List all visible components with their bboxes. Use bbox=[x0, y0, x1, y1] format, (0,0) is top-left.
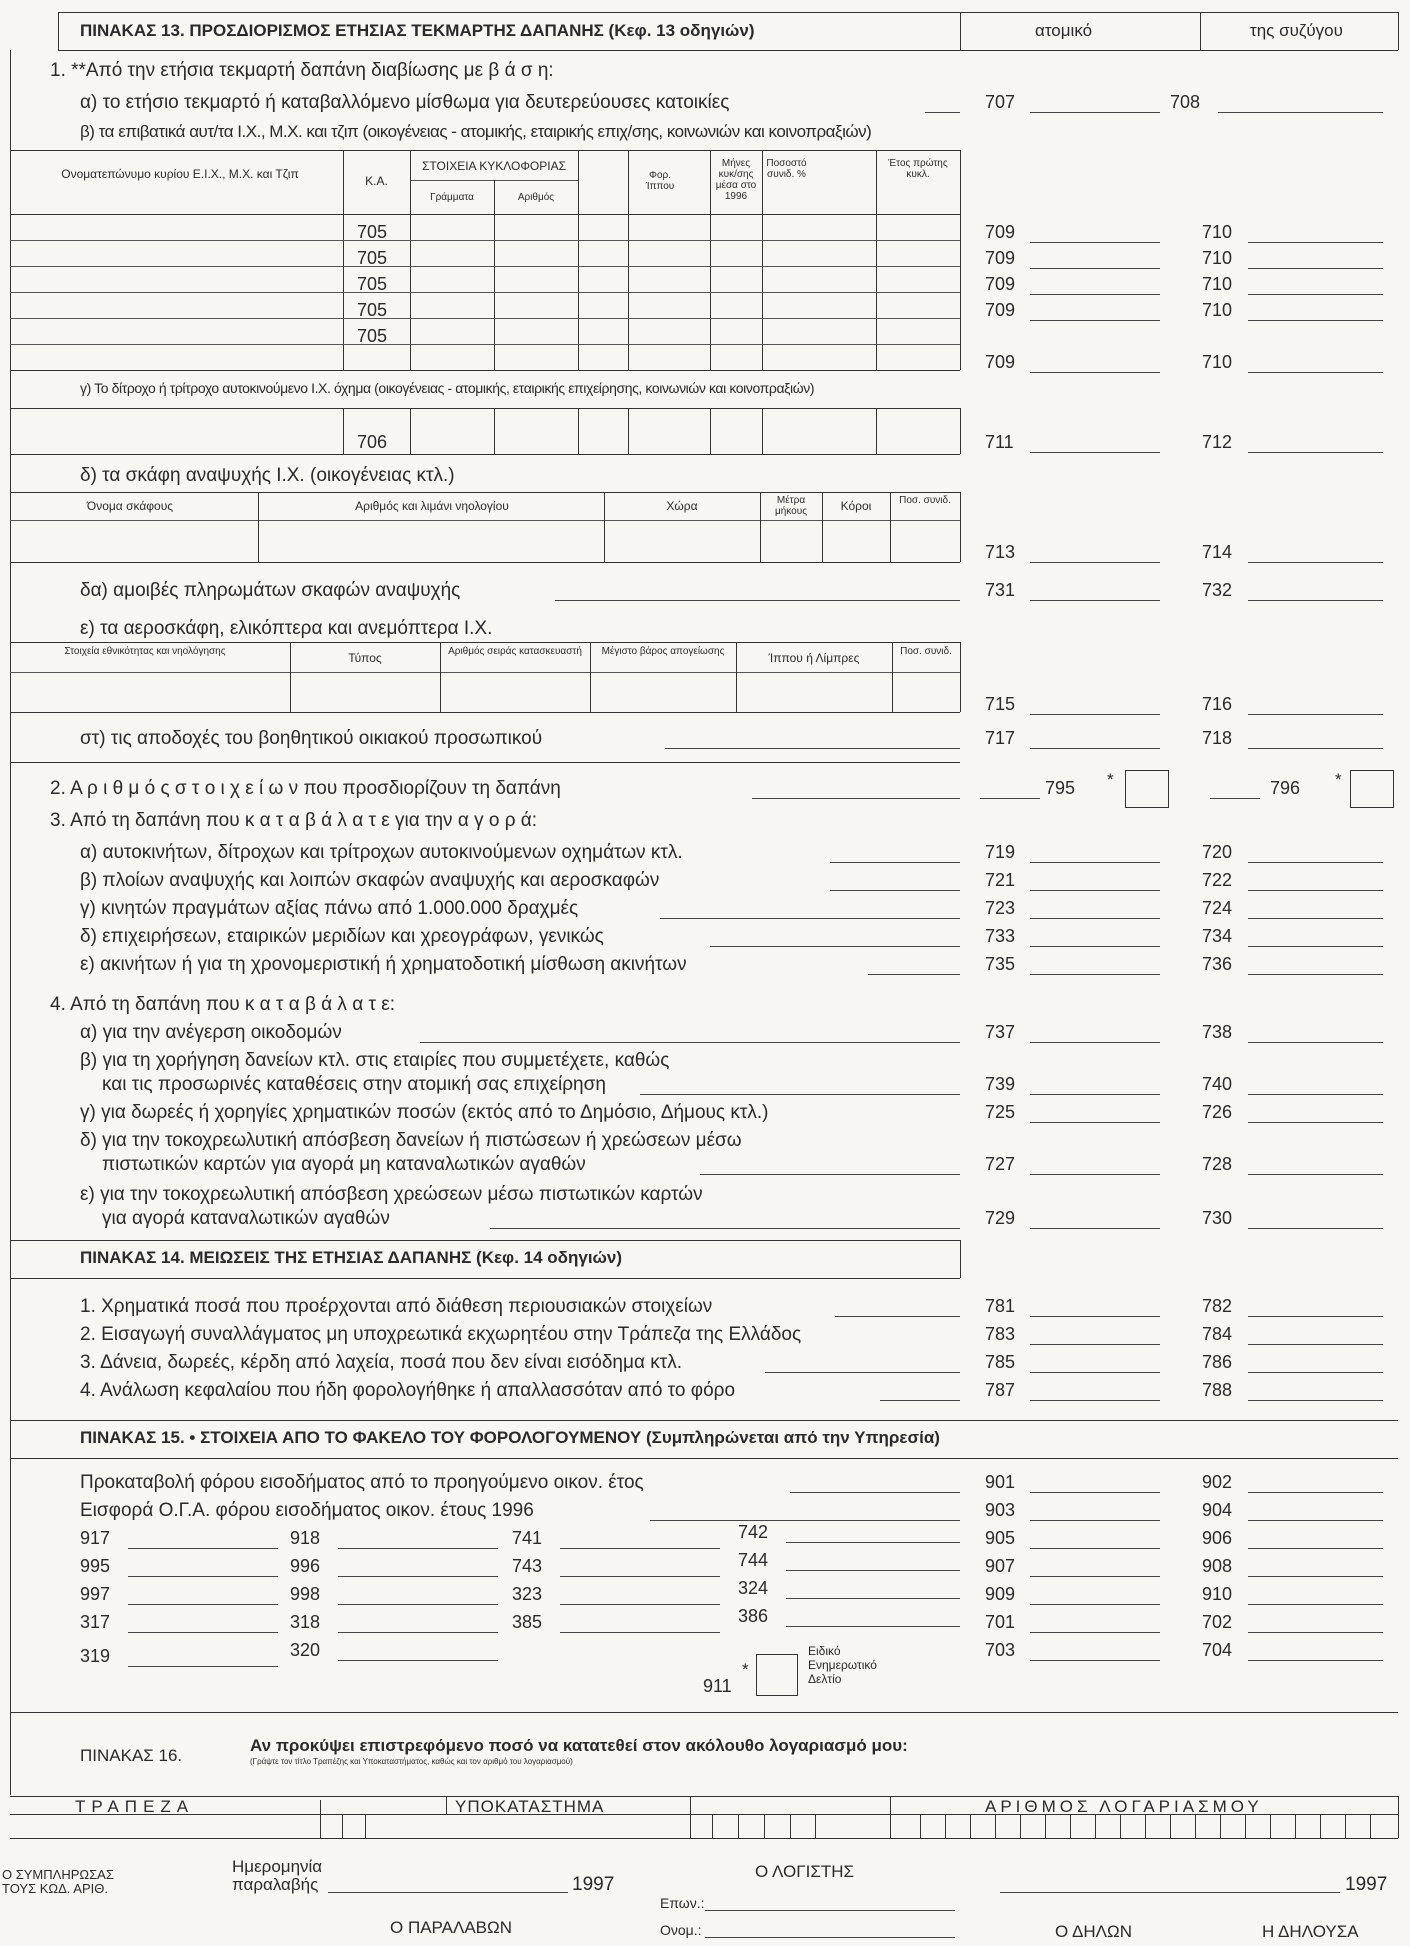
grid-code: 906 bbox=[1202, 1528, 1233, 1548]
section3-row-label: δ) επιχειρήσεων, εταιρικών μεριδίων και χρεογράφων, γενικώς bbox=[80, 926, 604, 947]
code-734: 734 bbox=[1202, 926, 1233, 946]
field-718[interactable] bbox=[1248, 748, 1383, 749]
vehicle-row-ka: 705 bbox=[357, 274, 388, 294]
grid-code: 323 bbox=[512, 1584, 543, 1604]
field-731[interactable] bbox=[1030, 600, 1160, 601]
code-781: 781 bbox=[985, 1296, 1016, 1316]
grid-field[interactable] bbox=[338, 1604, 498, 1605]
section4-heading: 4. Από τη δαπάνη που κ α τ α β ά λ α τ ε: bbox=[50, 994, 395, 1015]
grid-field[interactable] bbox=[338, 1660, 498, 1661]
grid-code: 319 bbox=[80, 1646, 111, 1666]
section4d-label-1: δ) για την τοκοχρεωλυτική απόσβεση δανείων ή πιστώσεων ή χρεώσεων μέσω bbox=[80, 1130, 742, 1151]
code-903: 903 bbox=[985, 1500, 1016, 1520]
code-vehicle-1: 709 bbox=[985, 222, 1016, 242]
code-911: 911 bbox=[703, 1676, 732, 1696]
section1da-label: δα) αμοιβές πληρωμάτων σκαφών αναψυχής bbox=[80, 580, 461, 601]
code-727: 727 bbox=[985, 1154, 1016, 1174]
col-horsepower: Φορ. Ίππου bbox=[645, 170, 675, 192]
table13-title: ΠΙΝΑΚΑΣ 13. ΠΡΟΣΔΙΟΡΙΣΜΟΣ ΕΤΗΣΙΑΣ ΤΕΚΜΑΡΤΗΣ ΔΑΠΑΝΗΣ (Κεφ. 13 οδηγιών) bbox=[80, 21, 755, 40]
code-730: 730 bbox=[1202, 1208, 1233, 1228]
receipt-date-label: Ημερομηνία παραλαβής bbox=[232, 1857, 323, 1894]
grid-field[interactable] bbox=[560, 1548, 720, 1549]
grid-field[interactable] bbox=[560, 1632, 720, 1633]
col-air-share: Ποσ. συνιδ. bbox=[900, 646, 952, 657]
grid-field[interactable] bbox=[338, 1576, 498, 1577]
field-732[interactable] bbox=[1248, 600, 1383, 601]
code-vehicle-4-spouse: 710 bbox=[1202, 300, 1233, 320]
section1a-label: α) το ετήσιο τεκμαρτό ή καταβαλλόμενο μίσθωμα για δευτερεύουσες κατοικίες bbox=[80, 92, 730, 113]
section1g-label: γ) Το δίτροχο ή τρίτροχο αυτοκινούμενο Ι.Χ. όχημα (οικογένειας - ατομικής, εταιρικής επιχείρησης, κοινωνιών και κοινοπραξιών) bbox=[80, 380, 815, 396]
section3-heading: 3. Από τη δαπάνη που κ α τ α β ά λ α τ ε για την α γ ο ρ ά: bbox=[50, 810, 538, 831]
section4b-label-2: και τις προσωρινές καταθέσεις στην ατομική σας επιχείρηση bbox=[102, 1074, 606, 1095]
table16-title: ΠΙΝΑΚΑΣ 16. bbox=[80, 1746, 183, 1765]
section3-row-label: γ) κινητών πραγμάτων αξίας πάνω από 1.000.000 δραχμές bbox=[80, 898, 579, 919]
code-904: 904 bbox=[1202, 1500, 1233, 1520]
receipt-date-field[interactable] bbox=[328, 1892, 568, 1893]
grid-code: 703 bbox=[985, 1640, 1016, 1660]
table15-title: ΠΙΝΑΚΑΣ 15. • ΣΤΟΙΧΕΙΑ ΑΠΟ ΤΟ ΦΑΚΕΛΟ ΤΟΥ ΦΟΡΟΛΟΓΟΥΜΕΝΟΥ (Συμπληρώνεται από την Υπηρεσία) bbox=[80, 1428, 940, 1447]
grid-code: 702 bbox=[1202, 1612, 1233, 1632]
field-vehicle-3-spouse[interactable] bbox=[1248, 294, 1383, 295]
code-788: 788 bbox=[1202, 1380, 1233, 1400]
section2-label: 2. Α ρ ι θ μ ό ς σ τ ο ι χ ε ί ω ν που προσδιορίζουν τη δαπάνη bbox=[50, 778, 561, 799]
col-air-nationality: Στοιχεία εθνικότητας και νηολόγησης bbox=[64, 646, 226, 657]
code-723: 723 bbox=[985, 898, 1016, 918]
code-731: 731 bbox=[985, 580, 1016, 600]
table14-row-label: 1. Χρηματικά ποσά που προέρχονται από διάθεση περιουσιακών στοιχείων bbox=[80, 1296, 713, 1317]
section4g-label: γ) για δωρεές ή χορηγίες χρηματικών ποσών (εκτός από το Δημόσιο, Δήμους κτλ.) bbox=[80, 1102, 769, 1123]
code-vehicle-2-spouse: 710 bbox=[1202, 248, 1233, 268]
motorcycle-ka: 706 bbox=[357, 432, 388, 452]
declarer-male-label: Ο ΔΗΛΩΝ bbox=[1055, 1922, 1132, 1941]
code-783: 783 bbox=[985, 1324, 1016, 1344]
section4a-label: α) για την ανέγερση οικοδομών bbox=[80, 1022, 342, 1043]
code-782: 782 bbox=[1202, 1296, 1233, 1316]
grid-field[interactable] bbox=[338, 1632, 498, 1633]
grid-field[interactable] bbox=[128, 1632, 278, 1633]
grid-field[interactable] bbox=[786, 1570, 960, 1571]
col-air-power: Ίππου ή Λίμπρες bbox=[768, 651, 860, 665]
field-724[interactable] bbox=[1248, 918, 1383, 919]
filler-label: Ο ΣΥΜΠΛΗΡΩΣΑΣ ΤΟΥΣ ΚΩΔ. ΑΡΙΘ. bbox=[2, 1867, 114, 1896]
field-vehicle-4[interactable] bbox=[1030, 320, 1160, 321]
col-boat-share: Ποσ. συνιδ. bbox=[899, 495, 951, 506]
code-785: 785 bbox=[985, 1352, 1016, 1372]
vehicle-row-ka: 705 bbox=[357, 300, 388, 320]
field-729[interactable] bbox=[1030, 1228, 1160, 1229]
col-number: Αριθμός bbox=[517, 192, 555, 203]
code-737: 737 bbox=[985, 1022, 1016, 1042]
code-714: 714 bbox=[1202, 542, 1233, 562]
grid-code: 998 bbox=[290, 1584, 321, 1604]
section3-row-label: α) αυτοκινήτων, δίτροχων και τρίτροχων αυτοκινούμενων οχημάτων κτλ. bbox=[80, 842, 683, 863]
field-728[interactable] bbox=[1248, 1174, 1383, 1175]
firstname-label: Ονομ.: bbox=[660, 1922, 702, 1938]
grid-code: 742 bbox=[738, 1522, 769, 1542]
code-739: 739 bbox=[985, 1074, 1016, 1094]
code-vehicle-4: 709 bbox=[985, 300, 1016, 320]
col-air-type: Τύπος bbox=[348, 651, 382, 665]
code-vehicle-3-spouse: 710 bbox=[1202, 274, 1233, 294]
col-letters: Γράμματα bbox=[430, 192, 474, 203]
field-735[interactable] bbox=[1030, 974, 1160, 975]
table15-row2-label: Εισφορά Ο.Γ.Α. φόρου εισοδήματος οικον. έτους 1996 bbox=[80, 1500, 534, 1521]
code-vehicle-5: 709 bbox=[985, 352, 1016, 372]
bank-label: ΤΡΑΠΕΖΑ bbox=[75, 1797, 195, 1816]
col-boat-country: Χώρα bbox=[666, 499, 698, 513]
code-795: 795 bbox=[1045, 778, 1076, 798]
grid-code: 386 bbox=[738, 1606, 769, 1626]
grid-field[interactable] bbox=[128, 1604, 278, 1605]
account-label: ΑΡΙΘΜΟΣ ΛΟΓΑΡΙΑΣΜΟΥ bbox=[985, 1797, 1263, 1816]
section3-row-label: β) πλοίων αναψυχής και λοιπών σκαφών αναψυχής και αεροσκαφών bbox=[80, 870, 660, 891]
table15-row1-label: Προκαταβολή φόρου εισοδήματος από το προηγούμενο οικον. έτος bbox=[80, 1472, 644, 1493]
field-901[interactable] bbox=[1030, 1492, 1160, 1493]
field-734[interactable] bbox=[1248, 946, 1383, 947]
field-737[interactable] bbox=[1030, 1042, 1160, 1043]
field-716[interactable] bbox=[1248, 714, 1383, 715]
field-904[interactable] bbox=[1248, 1520, 1383, 1521]
code-740: 740 bbox=[1202, 1074, 1233, 1094]
code-726: 726 bbox=[1202, 1102, 1233, 1122]
code-733: 733 bbox=[985, 926, 1016, 946]
branch-label: ΥΠΟΚΑΤΑΣΤΗΜΑ bbox=[455, 1797, 605, 1816]
grid-code: 910 bbox=[1202, 1584, 1233, 1604]
code-796: 796 bbox=[1270, 778, 1301, 798]
grid-field[interactable] bbox=[1248, 1632, 1383, 1633]
section1d-label: δ) τα σκάφη αναψυχής Ι.Χ. (οικογένειας κτλ.) bbox=[80, 465, 455, 486]
field-903[interactable] bbox=[1030, 1520, 1160, 1521]
code-901: 901 bbox=[985, 1472, 1016, 1492]
grid-code: 905 bbox=[985, 1528, 1016, 1548]
field-730[interactable] bbox=[1248, 1228, 1383, 1229]
code-729: 729 bbox=[985, 1208, 1016, 1228]
table16-text: Αν προκύψει επιστρεφόμενο ποσό να κατατεθεί στον ακόλουθο λογαριασμό μου: bbox=[250, 1736, 908, 1755]
grid-field[interactable] bbox=[1030, 1604, 1160, 1605]
box-796[interactable] bbox=[1350, 770, 1394, 808]
field-739[interactable] bbox=[1030, 1094, 1160, 1095]
code-711: 711 bbox=[985, 432, 1014, 452]
grid-code: 701 bbox=[985, 1612, 1016, 1632]
code-718: 718 bbox=[1202, 728, 1233, 748]
grid-code: 917 bbox=[80, 1528, 111, 1548]
code-720: 720 bbox=[1202, 842, 1233, 862]
code-738: 738 bbox=[1202, 1022, 1233, 1042]
field-vehicle-4-spouse[interactable] bbox=[1248, 320, 1383, 321]
section4b-label-1: β) για τη χορήγηση δανείων κτλ. στις εταιρίες που συμμετέχετε, καθώς bbox=[80, 1050, 670, 1071]
col-first-year: Έτος πρώτης κυκλ. bbox=[888, 158, 948, 180]
field-715[interactable] bbox=[1030, 714, 1160, 715]
col-boat-length: Μέτρα μήκους bbox=[774, 495, 808, 517]
code-712: 712 bbox=[1202, 432, 1233, 452]
grid-code: 324 bbox=[738, 1578, 769, 1598]
code-vehicle-3: 709 bbox=[985, 274, 1016, 294]
grid-code: 741 bbox=[512, 1528, 543, 1548]
field-vehicle-3[interactable] bbox=[1030, 294, 1160, 295]
col-percentage: Ποσοστό συνιδ. % bbox=[766, 158, 807, 180]
grid-field[interactable] bbox=[1248, 1548, 1383, 1549]
box-911[interactable] bbox=[756, 1654, 798, 1696]
grid-code: 317 bbox=[80, 1612, 111, 1632]
section1-heading: 1. **Από την ετήσια τεκμαρτή δαπάνη διαβίωσης με β ά σ η: bbox=[50, 60, 554, 81]
section1b-label: β) τα επιβατικά αυτ/τα Ι.Χ., Μ.Χ. και τζιπ (οικογένειας - ατομικής, εταιρικής επιχ/σης, κοινωνιών και κοινοπραξιών) bbox=[80, 122, 872, 141]
declaration-date-field[interactable] bbox=[1000, 1892, 1340, 1893]
grid-code: 385 bbox=[512, 1612, 543, 1632]
section1st-label: στ) τις αποδοχές του βοηθητικού οικιακού προσωπικού bbox=[80, 728, 543, 749]
grid-code: 997 bbox=[80, 1584, 111, 1604]
field-713[interactable] bbox=[1030, 562, 1160, 563]
grid-field[interactable] bbox=[560, 1576, 720, 1577]
asterisk: * bbox=[742, 1660, 749, 1679]
code-vehicle-2: 709 bbox=[985, 248, 1016, 268]
code-719: 719 bbox=[985, 842, 1016, 862]
grid-field[interactable] bbox=[786, 1598, 960, 1599]
grid-code: 908 bbox=[1202, 1556, 1233, 1576]
field-vehicle-2-spouse[interactable] bbox=[1248, 268, 1383, 269]
table14-row-label: 2. Εισαγωγή συναλλάγματος μη υποχρεωτικά εκχωρητέου στην Τράπεζα της Ελλάδος bbox=[80, 1324, 802, 1345]
grid-field[interactable] bbox=[1030, 1576, 1160, 1577]
vehicle-row-ka: 705 bbox=[357, 248, 388, 268]
field-vehicle-2[interactable] bbox=[1030, 268, 1160, 269]
grid-field[interactable] bbox=[1030, 1632, 1160, 1633]
field-784[interactable] bbox=[1248, 1344, 1383, 1345]
field-714[interactable] bbox=[1248, 562, 1383, 563]
code-784: 784 bbox=[1202, 1324, 1233, 1344]
grid-code: 995 bbox=[80, 1556, 111, 1576]
section4e-label-1: ε) για την τοκοχρεωλυτική απόσβεση χρεώσεων μέσω πιστωτικών καρτών bbox=[80, 1184, 703, 1205]
receiver-label: Ο ΠΑΡΑΛΑΒΩΝ bbox=[390, 1918, 512, 1937]
field-717[interactable] bbox=[1030, 748, 1160, 749]
grid-field[interactable] bbox=[1248, 1660, 1383, 1661]
field-783[interactable] bbox=[1030, 1344, 1160, 1345]
section4d-label-2: πιστωτικών καρτών για αγορά μη καταναλωτικών αγαθών bbox=[102, 1154, 586, 1175]
code-722: 722 bbox=[1202, 870, 1233, 890]
field-726[interactable] bbox=[1248, 1122, 1383, 1123]
code-732: 732 bbox=[1202, 580, 1233, 600]
field-720[interactable] bbox=[1248, 862, 1383, 863]
code-716: 716 bbox=[1202, 694, 1233, 714]
grid-code: 918 bbox=[290, 1528, 321, 1548]
code-715: 715 bbox=[985, 694, 1016, 714]
grid-field[interactable] bbox=[128, 1548, 278, 1549]
surname-label: Επων.: bbox=[660, 1895, 705, 1911]
field-723[interactable] bbox=[1030, 918, 1160, 919]
code-902: 902 bbox=[1202, 1472, 1233, 1492]
field-725[interactable] bbox=[1030, 1122, 1160, 1123]
grid-code: 704 bbox=[1202, 1640, 1233, 1660]
field-vehicle-5-spouse[interactable] bbox=[1248, 372, 1383, 373]
grid-code: 744 bbox=[738, 1550, 769, 1570]
field-727[interactable] bbox=[1030, 1174, 1160, 1175]
special-bulletin-label: Ειδικό Ενημερωτικό Δελτίο bbox=[808, 1644, 877, 1686]
accountant-name-field[interactable] bbox=[705, 1937, 955, 1938]
section4e-label-2: για αγορά καταναλωτικών αγαθών bbox=[102, 1208, 390, 1229]
field-vehicle-1-spouse[interactable] bbox=[1248, 242, 1383, 243]
col-air-weight: Μέγιστο βάρος απογείωσης bbox=[601, 646, 725, 657]
field-788[interactable] bbox=[1248, 1400, 1383, 1401]
section3-row-label: ε) ακινήτων ή για τη χρονομεριστική ή χρηματοδοτική μίσθωση ακινήτων bbox=[80, 954, 687, 975]
grid-code: 996 bbox=[290, 1556, 321, 1576]
field-786[interactable] bbox=[1248, 1372, 1383, 1373]
field-738[interactable] bbox=[1248, 1042, 1383, 1043]
grid-field[interactable] bbox=[560, 1604, 720, 1605]
field-721[interactable] bbox=[1030, 890, 1160, 891]
vehicle-row-ka: 705 bbox=[357, 326, 388, 346]
table14-row-label: 4. Ανάλωση κεφαλαίου που ήδη φορολογήθηκε ή απαλλασσόταν από το φόρο bbox=[80, 1380, 736, 1401]
col-ka: Κ.Α. bbox=[365, 174, 388, 188]
grid-code: 318 bbox=[290, 1612, 321, 1632]
grid-code: 907 bbox=[985, 1556, 1016, 1576]
field-vehicle-1[interactable] bbox=[1030, 242, 1160, 243]
field-902[interactable] bbox=[1248, 1492, 1383, 1493]
code-721: 721 bbox=[985, 870, 1016, 890]
grid-field[interactable] bbox=[128, 1666, 278, 1667]
grid-field[interactable] bbox=[1030, 1660, 1160, 1661]
field-711[interactable] bbox=[1030, 452, 1160, 453]
field-781[interactable] bbox=[1030, 1316, 1160, 1317]
code-713: 713 bbox=[985, 542, 1016, 562]
grid-code: 909 bbox=[985, 1584, 1016, 1604]
code-707: 707 bbox=[985, 92, 1016, 112]
field-782[interactable] bbox=[1248, 1316, 1383, 1317]
code-vehicle-1-spouse: 710 bbox=[1202, 222, 1233, 242]
code-736: 736 bbox=[1202, 954, 1233, 974]
grid-field[interactable] bbox=[338, 1548, 498, 1549]
column-header-spouse: της συζύγου bbox=[1250, 21, 1343, 40]
asterisk: * bbox=[1335, 770, 1342, 789]
field-736[interactable] bbox=[1248, 974, 1383, 975]
section1e-label: ε) τα αεροσκάφη, ελικόπτερα και ανεμόπτερα Ι.Χ. bbox=[80, 618, 493, 639]
col-owner-name: Ονοματεπώνυμο κυρίου Ε.Ι.Χ., Μ.Χ. και Τζιπ bbox=[61, 167, 299, 181]
field-708[interactable] bbox=[1218, 112, 1383, 113]
code-728: 728 bbox=[1202, 1154, 1233, 1174]
field-787[interactable] bbox=[1030, 1400, 1160, 1401]
accountant-surname-field[interactable] bbox=[705, 1910, 955, 1911]
code-724: 724 bbox=[1202, 898, 1233, 918]
field-712[interactable] bbox=[1248, 452, 1383, 453]
declaration-year: 1997 bbox=[1345, 1874, 1388, 1895]
field-vehicle-5[interactable] bbox=[1030, 372, 1160, 373]
field-719[interactable] bbox=[1030, 862, 1160, 863]
grid-code: 320 bbox=[290, 1640, 321, 1660]
code-717: 717 bbox=[985, 728, 1016, 748]
field-733[interactable] bbox=[1030, 946, 1160, 947]
code-725: 725 bbox=[985, 1102, 1016, 1122]
code-787: 787 bbox=[985, 1380, 1016, 1400]
col-months: Μήνες κυκ/σης μέσα στο 1996 bbox=[715, 158, 757, 202]
accountant-label: Ο ΛΟΓΙΣΤΗΣ bbox=[755, 1862, 854, 1881]
col-boat-name: Όνομα σκάφους bbox=[86, 499, 174, 513]
table16-subtext: (Γράψτε τον τίτλο Τραπέζης και Υποκαταστήματος, καθώς και τον αριθμό του λογαριασμού) bbox=[250, 1757, 573, 1766]
code-708: 708 bbox=[1170, 92, 1201, 112]
col-boat-registry: Αριθμός και λιμάνι νηολογίου bbox=[355, 499, 509, 513]
vehicle-row-ka: 705 bbox=[357, 222, 388, 242]
grid-code: 743 bbox=[512, 1556, 543, 1576]
grid-field[interactable] bbox=[786, 1542, 960, 1543]
code-786: 786 bbox=[1202, 1352, 1233, 1372]
asterisk: * bbox=[1107, 770, 1114, 789]
receipt-year: 1997 bbox=[572, 1874, 615, 1895]
code-vehicle-5-spouse: 710 bbox=[1202, 352, 1233, 372]
column-header-individual: ατομικό bbox=[1035, 21, 1093, 40]
col-boat-tons: Κόροι bbox=[840, 499, 872, 513]
col-air-serial: Αριθμός σειράς κατασκευαστή bbox=[448, 646, 582, 657]
box-795[interactable] bbox=[1125, 770, 1169, 808]
field-740[interactable] bbox=[1248, 1094, 1383, 1095]
field-707[interactable] bbox=[1030, 112, 1160, 113]
grid-field[interactable] bbox=[786, 1626, 960, 1627]
grid-field[interactable] bbox=[1248, 1604, 1383, 1605]
grid-field[interactable] bbox=[1030, 1548, 1160, 1549]
declarer-female-label: Η ΔΗΛΟΥΣΑ bbox=[1262, 1922, 1359, 1941]
table14-title: ΠΙΝΑΚΑΣ 14. ΜΕΙΩΣΕΙΣ ΤΗΣ ΕΤΗΣΙΑΣ ΔΑΠΑΝΗΣ (Κεφ. 14 οδηγιών) bbox=[80, 1248, 623, 1267]
grid-field[interactable] bbox=[128, 1576, 278, 1577]
grid-field[interactable] bbox=[1248, 1576, 1383, 1577]
code-735: 735 bbox=[985, 954, 1016, 974]
field-785[interactable] bbox=[1030, 1372, 1160, 1373]
table14-row-label: 3. Δάνεια, δωρεές, κέρδη από λαχεία, ποσά που δεν είναι εισόδημα κτλ. bbox=[80, 1352, 682, 1373]
field-722[interactable] bbox=[1248, 890, 1383, 891]
col-traffic-data: ΣΤΟΙΧΕΙΑ ΚΥΚΛΟΦΟΡΙΑΣ bbox=[422, 159, 566, 173]
